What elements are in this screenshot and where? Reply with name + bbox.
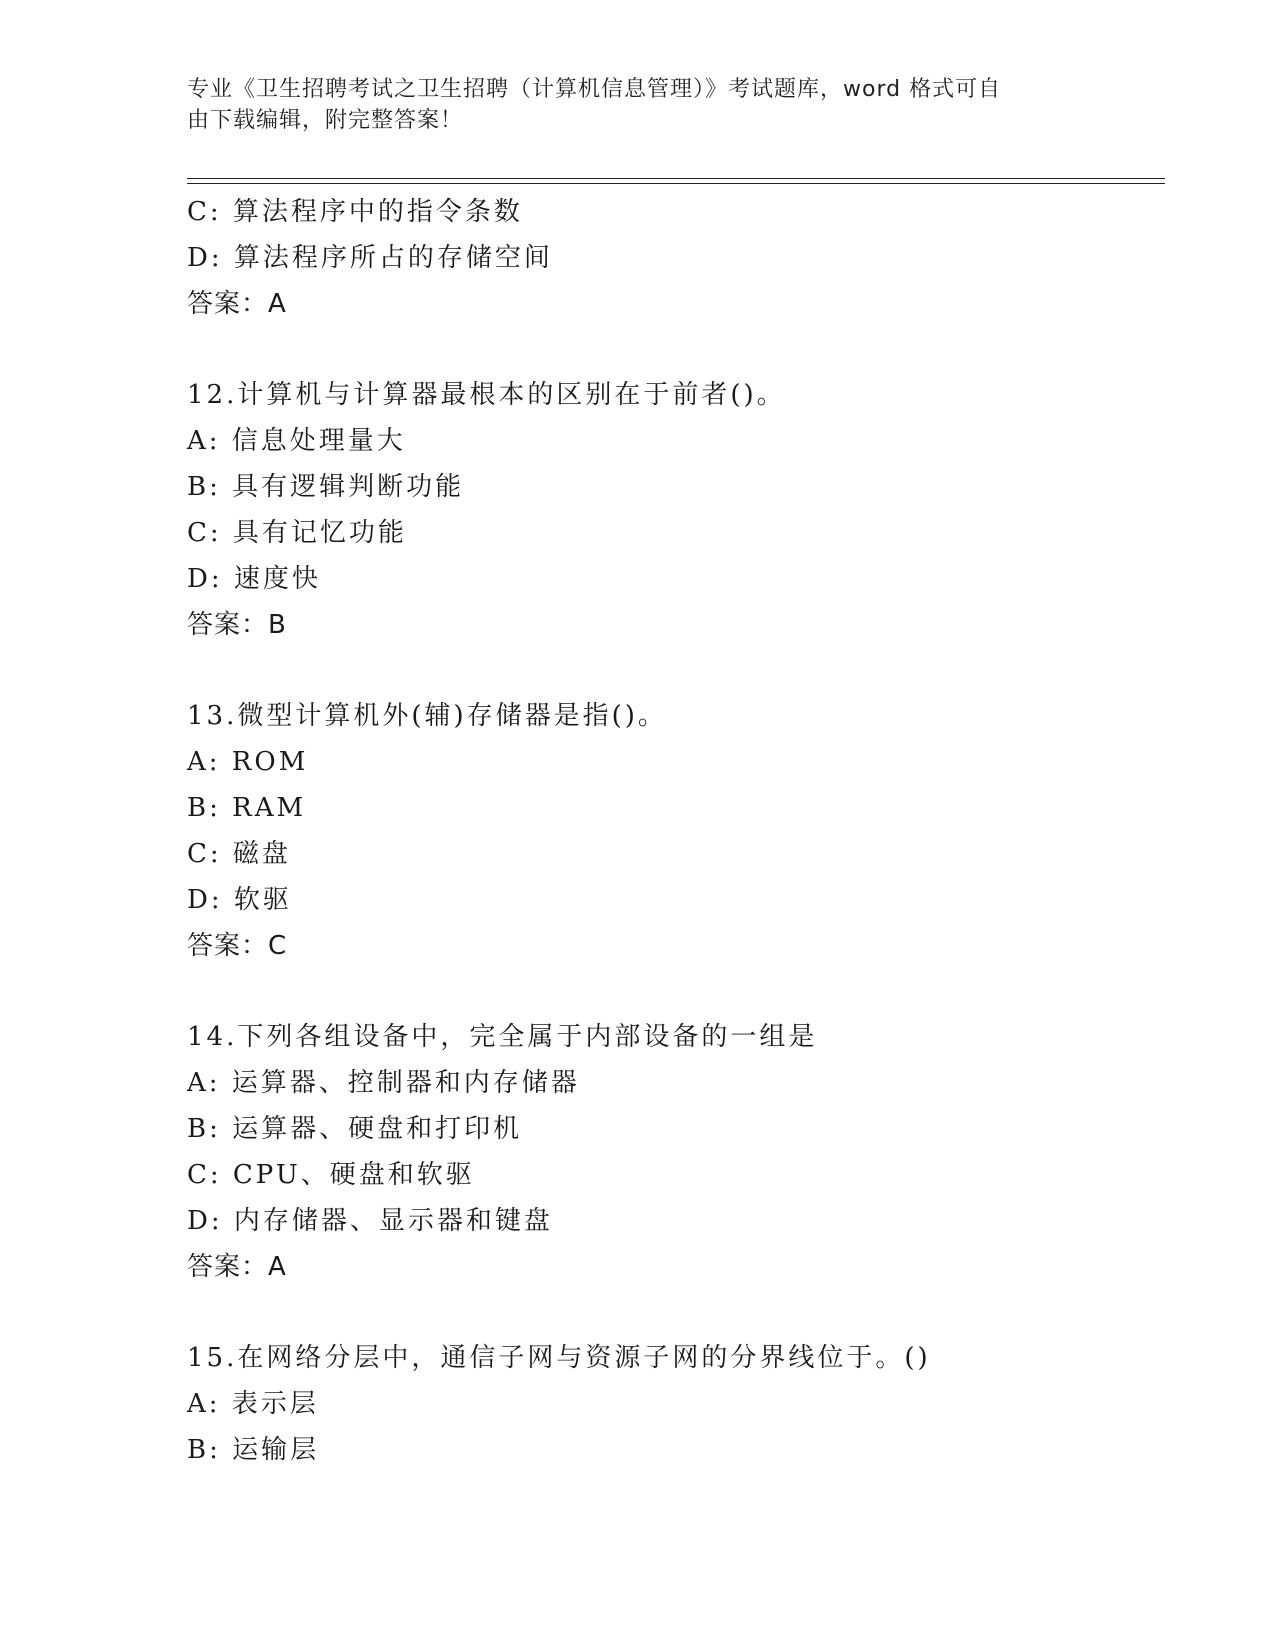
option-d: D: 算法程序所占的存储空间 — [187, 243, 553, 273]
option-a: A: ROM — [187, 747, 309, 777]
question-list — [187, 189, 1167, 1473]
option-c: C: 算法程序中的指令条数 — [187, 197, 523, 227]
document-header — [187, 74, 1067, 136]
option-d: D: 速度快 — [187, 564, 321, 594]
option-b: B: 运算器、硬盘和打印机 — [187, 1114, 523, 1144]
header-line-2: 由下载编辑，附完整答案！ — [187, 108, 464, 133]
option-c: C: 具有记忆功能 — [187, 518, 407, 548]
question-block-11 — [187, 189, 1167, 327]
option-c: C: 磁盘 — [187, 839, 291, 869]
header-divider-top — [187, 178, 1165, 179]
answer-label: 答案：A — [187, 289, 287, 319]
question-block-14 — [187, 1014, 1167, 1290]
question-block-13 — [187, 693, 1167, 969]
option-a: A: 运算器、控制器和内存储器 — [187, 1068, 580, 1098]
option-b: B: RAM — [187, 793, 307, 823]
spacer — [187, 1290, 1167, 1335]
option-d: D: 软驱 — [187, 885, 292, 915]
option-a: A: 信息处理量大 — [187, 426, 406, 456]
spacer — [187, 969, 1167, 1014]
option-c: C: CPU、硬盘和软驱 — [187, 1160, 475, 1190]
question-text: 15.在网络分层中，通信子网与资源子网的分界线位于。() — [187, 1343, 931, 1373]
question-text: 14.下列各组设备中，完全属于内部设备的一组是 — [187, 1022, 818, 1052]
option-a: A: 表示层 — [187, 1389, 319, 1419]
answer-label: 答案：B — [187, 610, 287, 640]
option-b: B: 具有逻辑判断功能 — [187, 472, 465, 502]
answer-label: 答案：C — [187, 931, 288, 961]
question-block-15 — [187, 1335, 1167, 1473]
answer-label: 答案：A — [187, 1252, 287, 1282]
question-text: 12.计算机与计算器最根本的区别在于前者()。 — [187, 380, 786, 410]
question-text: 13.微型计算机外(辅)存储器是指()。 — [187, 701, 667, 731]
spacer — [187, 648, 1167, 693]
option-d: D: 内存储器、显示器和键盘 — [187, 1206, 553, 1236]
option-b: B: 运输层 — [187, 1435, 320, 1465]
header-divider-bottom — [187, 183, 1165, 184]
header-line-1: 专业《卫生招聘考试之卫生招聘（计算机信息管理）》考试题库，word 格式可自 — [187, 77, 1002, 102]
spacer — [187, 327, 1167, 372]
question-block-12 — [187, 372, 1167, 648]
